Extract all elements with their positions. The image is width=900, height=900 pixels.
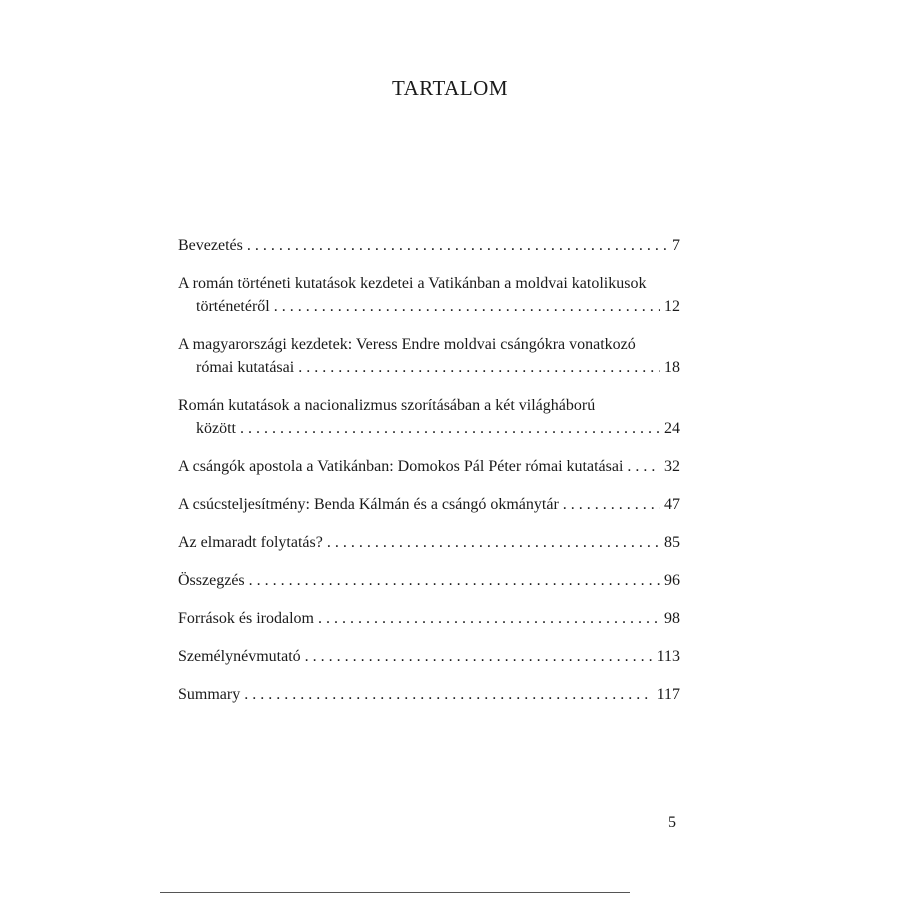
- toc-entry: [178, 531, 680, 554]
- table-of-contents: [178, 234, 680, 721]
- toc-entry: [178, 394, 680, 440]
- toc-entry-page: 113: [656, 648, 680, 665]
- leader-dots: [318, 607, 660, 630]
- toc-entry-page: 98: [664, 610, 680, 627]
- leader-dots: [249, 569, 660, 592]
- leader-dots: [563, 493, 660, 516]
- leader-dots: [244, 683, 652, 706]
- toc-entry: [178, 607, 680, 630]
- toc-entry-title: Személynévmutató: [178, 648, 301, 665]
- toc-entry-page: 117: [656, 686, 680, 703]
- page-title: TARTALOM: [391, 76, 509, 100]
- toc-entry: [178, 234, 680, 257]
- toc-entry-page: 96: [664, 572, 680, 589]
- leader-dots: [627, 455, 660, 478]
- toc-entry-page: 32: [664, 458, 680, 475]
- toc-entry-title: Bevezetés: [178, 237, 243, 254]
- toc-entry-title: A csángók apostola a Vatikánban: Domokos Pál Péter római kutatásai: [178, 458, 624, 475]
- toc-entry-page: 24: [664, 420, 680, 437]
- toc-entry-title: A román történeti kutatások kezdetei a Vatikánban a moldvai katolikusok: [178, 275, 647, 292]
- toc-entry: [178, 645, 680, 668]
- leader-dots: [298, 356, 660, 379]
- toc-entry-page: 47: [664, 496, 680, 513]
- toc-entry-page: 85: [664, 534, 680, 551]
- leader-dots: [240, 417, 660, 440]
- toc-entry-title: A magyarországi kezdetek: Veress Endre moldvai csángókra vonatkozó: [178, 336, 636, 353]
- toc-entry-title: Források és irodalom: [178, 610, 314, 627]
- leader-dots: [274, 295, 660, 318]
- toc-entry: [178, 569, 680, 592]
- toc-entry: [178, 683, 680, 706]
- toc-entry-title: Román kutatások a nacionalizmus szorításában a két világháború: [178, 397, 596, 414]
- toc-entry-title: Összegzés: [178, 572, 245, 589]
- toc-entry-page: 12: [664, 298, 680, 315]
- toc-entry: [178, 455, 680, 478]
- toc-entry-title-continued: történetéről: [196, 298, 270, 315]
- toc-entry-title: Az elmaradt folytatás?: [178, 534, 323, 551]
- bottom-divider: [160, 892, 630, 893]
- page-number: 5: [668, 814, 676, 831]
- leader-dots: [247, 234, 668, 257]
- toc-entry: [178, 333, 680, 379]
- leader-dots: [305, 645, 653, 668]
- toc-entry-title-continued: római kutatásai: [196, 359, 295, 376]
- toc-entry: [178, 493, 680, 516]
- toc-entry-page: 18: [664, 359, 680, 376]
- toc-entry-title: A csúcsteljesítmény: Benda Kálmán és a csángó okmánytár: [178, 496, 559, 513]
- toc-entry-title-continued: között: [196, 420, 236, 437]
- toc-entry: [178, 272, 680, 318]
- toc-entry-title: Summary: [178, 686, 241, 703]
- toc-entry-page: 7: [672, 237, 680, 254]
- leader-dots: [327, 531, 660, 554]
